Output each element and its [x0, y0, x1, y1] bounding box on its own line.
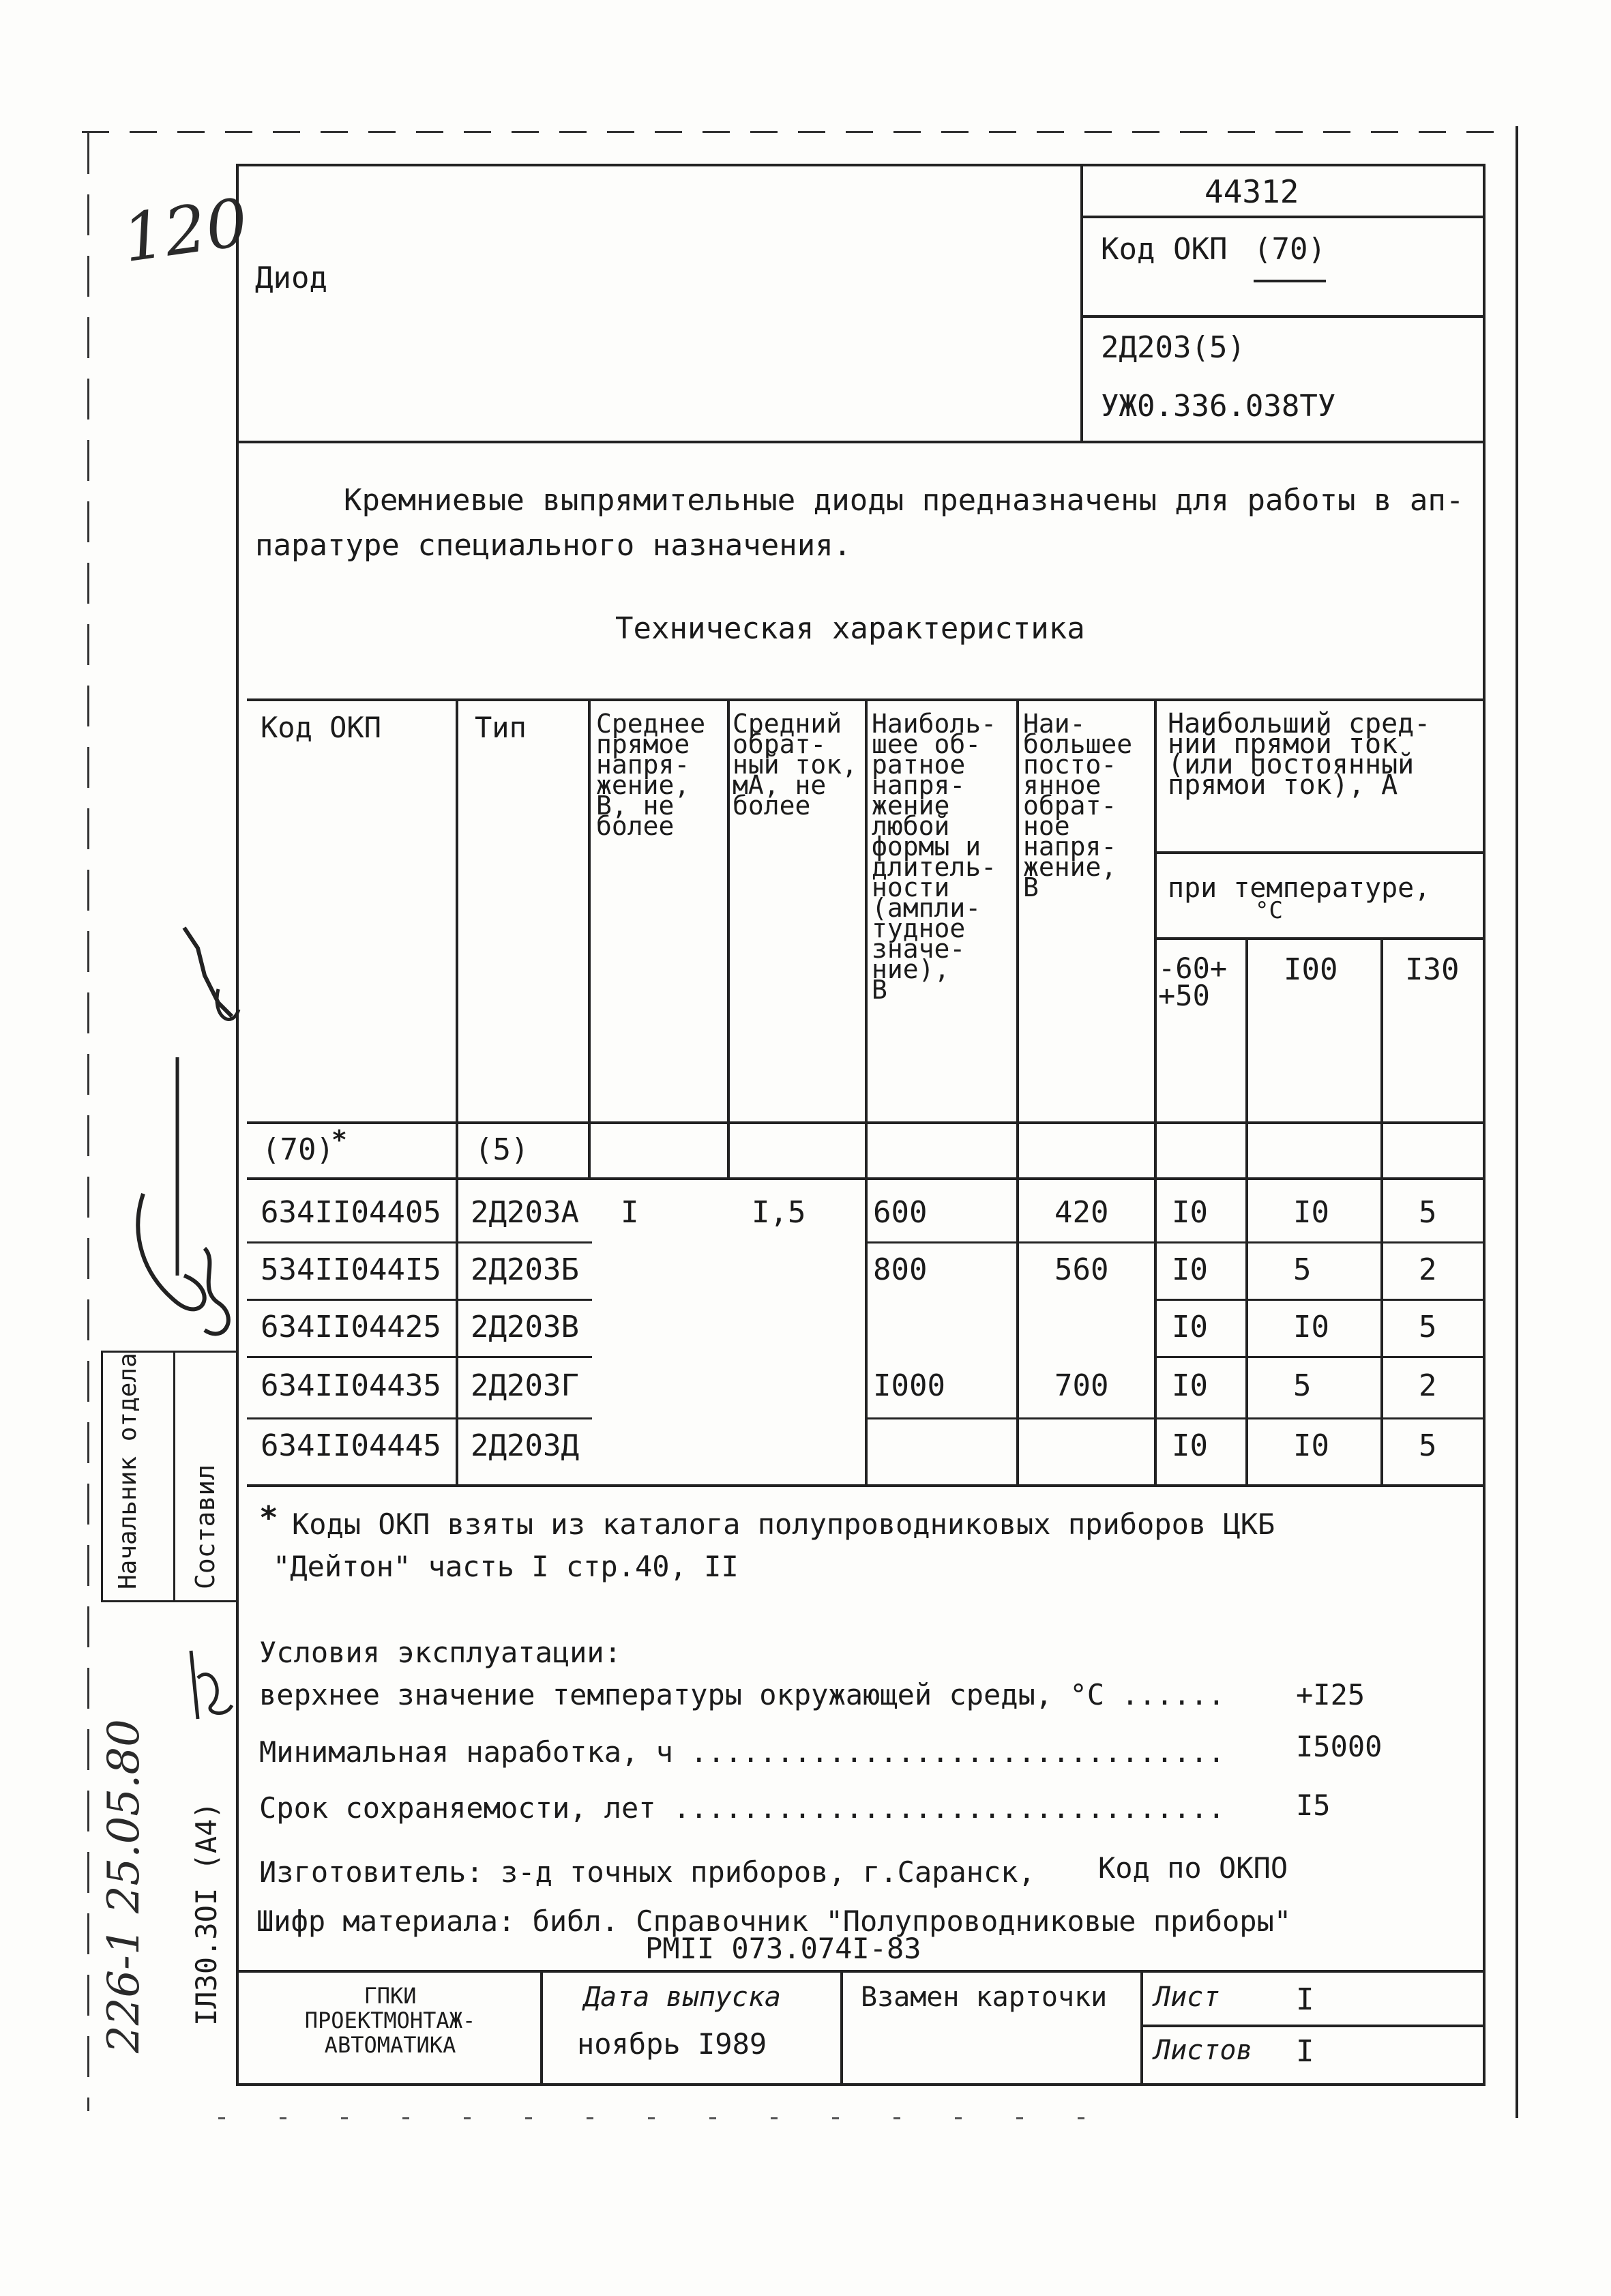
row2-i3: 2: [1419, 1252, 1437, 1287]
footer-sheet-value: I: [1296, 1982, 1314, 2017]
col-header-at-temperature: при температуре,: [1168, 872, 1431, 904]
condition-value-3: I5: [1296, 1789, 1331, 1822]
col-line-5: [1016, 698, 1019, 1486]
row2-urmax: 800: [873, 1252, 928, 1287]
row2-i2: 5: [1293, 1252, 1312, 1287]
row2-urdc: 560: [1054, 1252, 1109, 1287]
row-line-4b: [1154, 1417, 1486, 1419]
scan-bottom-edge: [218, 2117, 1139, 2119]
condition-label-3: Срок сохраняемости, лет ................................: [259, 1791, 1226, 1825]
row1-i3: 5: [1419, 1195, 1437, 1230]
header-divider: [1080, 164, 1083, 442]
side-dept-label: Начальник отдела: [114, 1353, 142, 1589]
condition-label-2: Минимальная наработка, ч ...............................: [259, 1735, 1226, 1769]
row-line-1: [247, 1241, 592, 1243]
header-code-line: [1080, 315, 1486, 318]
margin-page-number: 120: [118, 183, 253, 278]
okp-code-label: Код ОКП: [1101, 232, 1228, 267]
device-type: 2Д203(5): [1101, 330, 1245, 365]
col-line-6: [1154, 698, 1157, 1486]
row5-i2: I0: [1293, 1428, 1329, 1463]
footer-sheets-value: I: [1296, 2034, 1314, 2069]
footnote-line-1: Коды ОКП взяты из каталога полупроводниковых приборов ЦКБ: [292, 1507, 1275, 1541]
col-header-avg-forward-voltage: Среднее прямое напря- жение, В, не более: [596, 709, 706, 841]
row2-okp: 534II044I5: [261, 1252, 441, 1287]
header-okp-line: [1080, 216, 1486, 218]
footer-sheets-label: Листов: [1154, 2035, 1253, 2066]
col-header-temp-3: I30: [1405, 952, 1460, 987]
description-line-1: Кремниевые выпрямительные диоды предназначены для работы в ап-: [344, 483, 1464, 518]
footer-top-line: [236, 1970, 1486, 1973]
row5-i3: 5: [1419, 1428, 1437, 1463]
manufacturer-label: Изготовитель: з-д точных приборов, г.Саранск,: [259, 1855, 1035, 1889]
row-line-2: [247, 1299, 592, 1301]
col-header-avg-reverse-current: Средний обрат- ный ток, мА, не более: [733, 709, 858, 821]
row3-i1: I0: [1172, 1310, 1208, 1344]
col-line-1: [456, 698, 458, 1486]
code-row-okp: (70): [262, 1132, 334, 1167]
side-row-line-2: [101, 1600, 236, 1602]
row1-type: 2Д203А: [471, 1195, 579, 1230]
col-line-7: [1245, 937, 1248, 1486]
current-header-sub-line: [1154, 851, 1486, 854]
condition-label-1: верхнее значение температуры окружающей среды, °С ......: [259, 1678, 1226, 1711]
row1-urdc: 420: [1054, 1195, 1109, 1230]
approval-scribble: [184, 1637, 239, 1733]
row-line-3b: [1154, 1356, 1486, 1358]
row5-type: 2Д203Д: [471, 1428, 579, 1463]
product-name: Диод: [255, 261, 327, 295]
row4-type: 2Д203Г: [471, 1368, 579, 1403]
side-author-label: Составил: [190, 1464, 220, 1589]
col-line-4: [865, 698, 868, 1486]
header-bottom-line: [236, 441, 1486, 443]
condition-value-1: +I25: [1296, 1678, 1365, 1711]
row-line-4c: [865, 1417, 1154, 1419]
row1-vf: I: [621, 1195, 639, 1230]
okp-number: 44312: [1204, 173, 1299, 210]
row-line-3: [247, 1356, 592, 1358]
description-line-2: паратуре специального назначения.: [255, 528, 852, 563]
footer-replace-label: Взамен карточки: [861, 1982, 1108, 2013]
row1-urmax: 600: [873, 1195, 928, 1230]
col-header-type: Тип: [475, 711, 527, 744]
footer-issue-label: Дата выпуска: [584, 1982, 781, 2013]
footer-divider-2: [840, 1970, 843, 2086]
scan-right-edge: [1516, 126, 1518, 2118]
row4-i1: I0: [1172, 1368, 1208, 1403]
row1-i2: I0: [1293, 1195, 1329, 1230]
footnote-mark: *: [259, 1499, 278, 1536]
col-header-temp-unit: °С: [1255, 897, 1283, 924]
side-handwritten-date: 226-1 25.05.80: [99, 1719, 149, 2053]
col-header-okp: Код ОКП: [261, 711, 382, 744]
code-row-type: (5): [475, 1132, 529, 1167]
footnote-line-2: "Дейтон" часть I стр.40, II: [273, 1550, 739, 1583]
table-title: Техническая характеристика: [615, 611, 1085, 646]
conditions-title: Условия эксплуатации:: [259, 1636, 622, 1669]
signature-mark: [102, 921, 252, 1371]
col-header-max-reverse-voltage: Наиболь- шее об- ратное напря- жение любой формы и длитель- ности (ампли- тудное значе- ние), В: [872, 709, 997, 1005]
okp-code-value: (70): [1254, 235, 1326, 282]
side-column-line: [173, 1351, 175, 1600]
row1-ir: I,5: [752, 1195, 806, 1230]
row3-okp: 634II04425: [261, 1310, 441, 1344]
row-line-2b: [1154, 1299, 1486, 1301]
material-line-1: Шифр материала: библ. Справочник "Полупроводниковые приборы": [256, 1904, 1292, 1938]
row-line-1b: [1154, 1241, 1486, 1243]
row5-okp: 634II04445: [261, 1428, 441, 1463]
footer-divider-1: [540, 1970, 543, 2086]
condition-value-2: I5000: [1296, 1730, 1383, 1763]
side-doc-code: IЛЗ0.ЗОI (А4): [190, 1801, 223, 2026]
row3-i2: I0: [1293, 1310, 1329, 1344]
col-line-2: [588, 698, 591, 1177]
code-row-okp-mark: *: [331, 1125, 347, 1155]
side-outer-line: [101, 1351, 103, 1600]
spec-number: УЖ0.336.038ТУ: [1101, 389, 1336, 424]
row3-i3: 5: [1419, 1310, 1437, 1344]
temp-header-sub-line: [1154, 937, 1486, 940]
row3-type: 2Д203В: [471, 1310, 579, 1344]
row4-okp: 634II04435: [261, 1368, 441, 1403]
col-header-temp-1: -60+ +50: [1158, 952, 1228, 1012]
footer-issue-date: ноябрь I989: [577, 2027, 767, 2061]
row4-i3: 2: [1419, 1368, 1437, 1403]
col-header-temp-2: I00: [1284, 952, 1338, 987]
row5-i1: I0: [1172, 1428, 1208, 1463]
scan-top-edge: [82, 131, 1514, 133]
row1-okp: 634II04405: [261, 1195, 441, 1230]
footer-divider-3: [1140, 1970, 1143, 2086]
col-header-max-forward-current: Наибольший сред- ний прямой ток (или постоянный прямой ток), А: [1168, 708, 1431, 801]
col-header-max-dc-reverse-voltage: Наи- большее посто- янное обрат- ное напря- жение, В: [1023, 709, 1133, 902]
row4-urmax: I000: [873, 1368, 945, 1403]
scan-left-edge: [87, 133, 89, 2111]
footer-sheet-line: [1140, 2025, 1486, 2027]
col-line-3: [727, 698, 730, 1177]
row4-i2: 5: [1293, 1368, 1312, 1403]
col-line-8: [1380, 937, 1383, 1486]
row2-i1: I0: [1172, 1252, 1208, 1287]
footer-sheet-label: Лист: [1154, 1982, 1220, 2013]
footer-org: ГПКИ ПРОЕКТМОНТАЖ- АВТОМАТИКА: [304, 1983, 476, 2058]
row2-type: 2Д203Б: [471, 1252, 579, 1287]
row-line-4: [247, 1417, 592, 1419]
okpo-label: Код по ОКПО: [1098, 1851, 1288, 1885]
row1-i1: I0: [1172, 1195, 1208, 1230]
row-line-1c: [865, 1241, 1154, 1243]
row4-urdc: 700: [1054, 1368, 1109, 1403]
material-line-2: РМII 073.074I-83: [645, 1932, 921, 1965]
